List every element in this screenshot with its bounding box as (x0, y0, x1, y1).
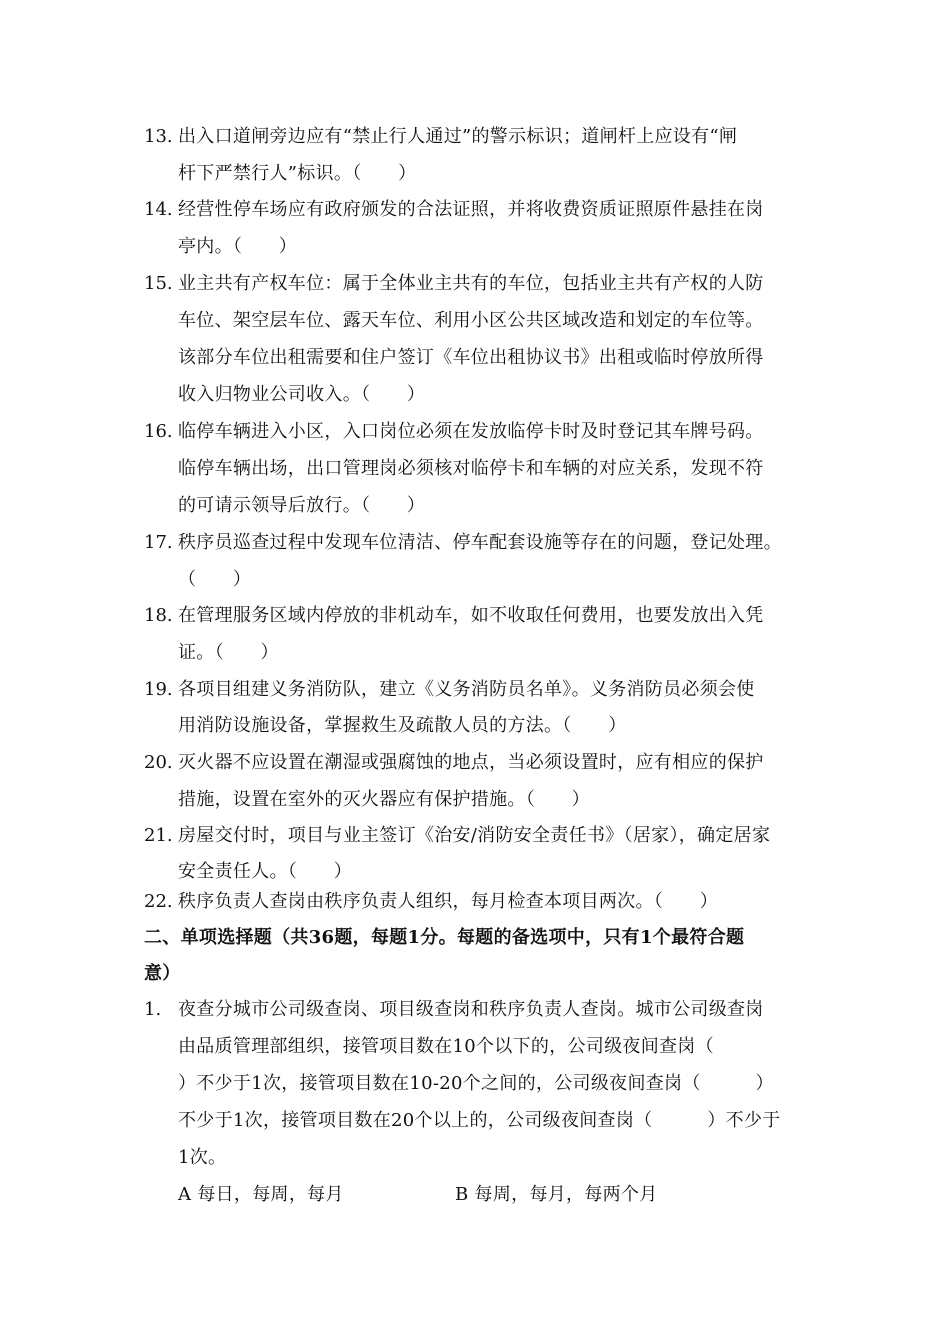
question-text-line: 经营性停车场应有政府颁发的合法证照，并将收费资质证照原件悬挂在岗 (178, 199, 764, 220)
section-heading: 二、单项选择题（共36题，每题1分。每题的备选项中，只有1个最符合题 (144, 927, 745, 948)
question-text-line: 房屋交付时，项目与业主签订《治安/消防安全责任书》（居家），确定居家 (178, 825, 771, 846)
option-a: A 每日，每周，每月 (178, 1184, 344, 1205)
question-text-line: 收入归物业公司收入。（ ） (178, 384, 426, 405)
question-number: 14. (144, 199, 173, 220)
question-text-line: 灭火器不应设置在潮湿或强腐蚀的地点，当必须设置时，应有相应的保护 (178, 752, 764, 773)
question-number: 21. (144, 825, 173, 846)
question-number: 18. (144, 605, 173, 626)
question-text-line: 夜查分城市公司级查岗、项目级查岗和秩序负责人查岗。城市公司级查岗 (178, 999, 764, 1020)
question-text-line: 临停车辆进入小区，入口岗位必须在发放临停卡时及时登记其车牌号码。 (178, 421, 764, 442)
question-text-line: 1次。 (178, 1147, 227, 1168)
question-text-line: 由品质管理部组织，接管项目数在10个以下的，公司级夜间查岗（ (178, 1036, 714, 1057)
question-text-line: 杆下严禁行人”标识。（ ） (178, 163, 417, 184)
question-text-line: （ ） (178, 569, 252, 590)
question-text-line: 临停车辆出场，出口管理岗必须核对临停卡和车辆的对应关系，发现不符 (178, 458, 764, 479)
question-number: 19. (144, 679, 173, 700)
question-text-line: 车位、架空层车位、露天车位、利用小区公共区域改造和划定的车位等。 (178, 310, 764, 331)
section-heading: 意） (144, 963, 181, 984)
question-text-line: 证。（ ） (178, 642, 279, 663)
question-number: 1. (144, 999, 162, 1020)
question-text-line: 出入口道闸旁边应有“禁止行人通过”的警示标识；道闸杆上应设有“闸 (178, 126, 738, 147)
question-text-line: 该部分车位出租需要和住户签订《车位出租协议书》出租或临时停放所得 (178, 347, 764, 368)
question-text-line: 秩序员巡查过程中发现车位清洁、停车配套设施等存在的问题，登记处理。 (178, 532, 782, 553)
question-text-line: ）不少于1次，接管项目数在10-20个之间的，公司级夜间查岗（ ） (178, 1073, 774, 1094)
question-text-line: 业主共有产权车位：属于全体业主共有的车位，包括业主共有产权的人防 (178, 273, 764, 294)
question-text-line: 秩序负责人查岗由秩序负责人组织，每月检查本项目两次。（ ） (178, 891, 718, 912)
question-text-line: 用消防设施设备，掌握救生及疏散人员的方法。（ ） (178, 715, 627, 736)
question-text-line: 的可请示领导后放行。（ ） (178, 495, 426, 516)
option-b: B 每周，每月，每两个月 (455, 1184, 658, 1205)
question-number: 20. (144, 752, 173, 773)
question-text-line: 在管理服务区域内停放的非机动车，如不收取任何费用，也要发放出入凭 (178, 605, 764, 626)
question-number: 16. (144, 421, 173, 442)
question-text-line: 各项目组建义务消防队，建立《义务消防员名单》。义务消防员必须会使 (178, 679, 755, 700)
question-number: 13. (144, 126, 173, 147)
question-text-line: 措施，设置在室外的灭火器应有保护措施。（ ） (178, 789, 590, 810)
question-number: 17. (144, 532, 173, 553)
question-text-line: 安全责任人。（ ） (178, 861, 352, 882)
question-text-line: 亭内。（ ） (178, 236, 298, 257)
question-number: 22. (144, 891, 173, 912)
question-text-line: 不少于1次，接管项目数在20个以上的，公司级夜间查岗（ ）不少于 (178, 1110, 781, 1131)
question-number: 15. (144, 273, 173, 294)
